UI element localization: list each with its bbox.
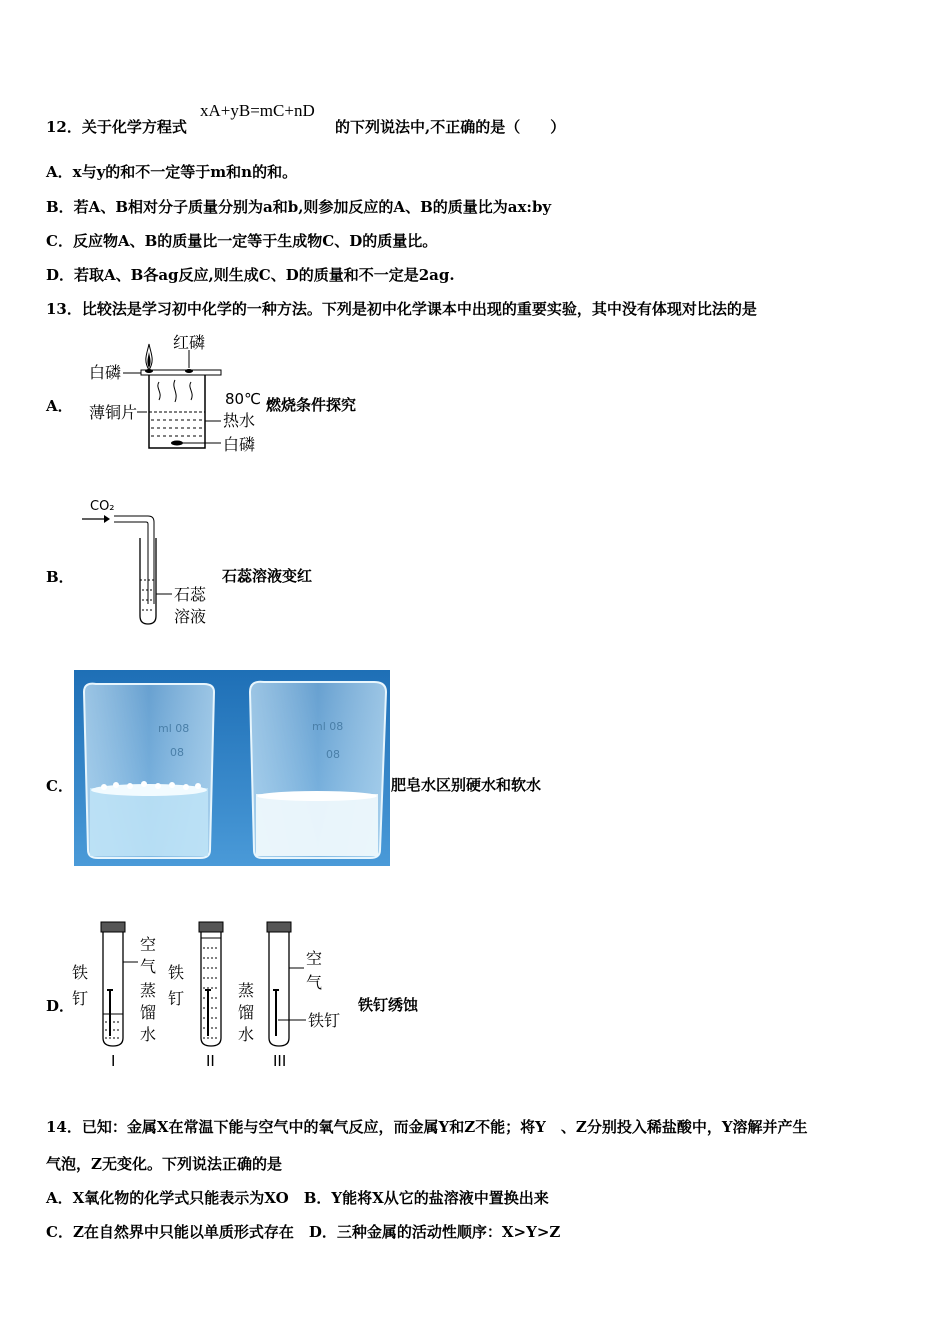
t2-nail-label-2: 钉 [168, 989, 185, 1008]
q14-stem-line2: 气泡，Z无变化。下列说法正确的是 [46, 1155, 282, 1173]
q13-stem: 13．比较法是学习初中化学的一种方法。下列是初中化学课本中出现的重要实验，其中没有体现对比法的是 [46, 300, 757, 318]
t1-water-label-1: 蒸 [140, 981, 157, 1000]
t2-water-label-1: 蒸 [238, 981, 255, 1000]
q13-c-caption: 肥皂水区别硬水和软水 [391, 776, 542, 794]
q12-stem-suffix: 的下列说法中,不正确的是（ ） [335, 118, 566, 136]
t1-air-label-1: 空 [140, 935, 157, 954]
q14-options-cd: C．Z在自然界中只能以单质形式存在 D．三种金属的活动性顺序：X>Y>Z [46, 1223, 561, 1241]
co2-litmus-diagram [80, 494, 220, 629]
soap-water-photo [74, 670, 390, 866]
q13-d-caption: 铁钉绣蚀 [358, 996, 419, 1014]
q14-stem-line1: 14．已知：金属X在常温下能与空气中的氧气反应，而金属Y和Z不能；将Y 、Z分别投入稀盐酸中，Y溶解并产生 [46, 1118, 808, 1136]
t1-nail-label-1: 铁 [72, 963, 89, 982]
t1-nail-label-2: 钉 [72, 989, 89, 1008]
t3-number: III [273, 1052, 287, 1070]
white-phosphorus-top-label: 白磷 [89, 363, 122, 382]
t2-water-label-3: 水 [238, 1025, 255, 1044]
t1-air-label-2: 气 [140, 957, 157, 976]
scale-label-right-2: 08 [326, 748, 340, 761]
co2-label: CO₂ [90, 499, 115, 514]
q12-option-c: C．反应物A、B的质量比一定等于生成物C、D的质量比。 [46, 232, 438, 250]
t1-number: I [111, 1052, 116, 1070]
q12-option-b: B．若A、B相对分子质量分别为a和b,则参加反应的A、B的质量比为ax:by [46, 198, 552, 216]
litmus-label-1: 石蕊 [174, 585, 207, 604]
t2-water-label-2: 馏 [238, 1003, 255, 1022]
q12-option-d: D．若取A、B各ag反应,则生成C、D的质量和不一定是2ag. [46, 266, 455, 284]
copper-plate-label: 薄铜片 [89, 403, 138, 422]
t3-air-label-2: 气 [306, 973, 323, 992]
t1-water-label-2: 馏 [140, 1003, 157, 1022]
scale-label-left-2: 08 [170, 746, 184, 759]
t2-number: II [206, 1052, 215, 1070]
white-phosphorus-bottom-label: 白磷 [223, 435, 256, 454]
rusting-tubes-diagram [70, 918, 360, 1073]
q12-stem-prefix: 12．关于化学方程式 [46, 118, 187, 136]
temperature-label: 80℃ [225, 390, 261, 408]
hot-water-label: 热水 [223, 411, 256, 430]
q13-c-letter: C． [46, 777, 73, 795]
q13-d-letter: D． [46, 997, 75, 1015]
t3-air-label-1: 空 [306, 949, 323, 968]
litmus-label-2: 溶液 [174, 607, 207, 626]
scale-label-right-1: ml 08 [312, 720, 344, 733]
t1-water-label-3: 水 [140, 1025, 157, 1044]
red-phosphorus-label: 红磷 [173, 333, 206, 352]
t2-nail-label-1: 铁 [168, 963, 185, 982]
scale-label-left-1: ml 08 [158, 722, 190, 735]
q12-option-a: A．x与y的和不一定等于m和n的和。 [46, 163, 298, 181]
q12-equation: xA+yB=mC+nD [200, 101, 315, 120]
combustion-diagram [85, 330, 265, 455]
q13-a-caption: 燃烧条件探究 [266, 396, 357, 414]
t3-nail-label: 铁钉 [308, 1011, 341, 1030]
q13-b-letter: B． [46, 568, 74, 586]
q13-b-caption: 石蕊溶液变红 [222, 567, 313, 585]
q13-a-letter: A． [46, 397, 73, 415]
q14-options-ab: A．X氧化物的化学式只能表示为XO B．Y能将X从它的盐溶液中置换出来 [46, 1189, 549, 1207]
